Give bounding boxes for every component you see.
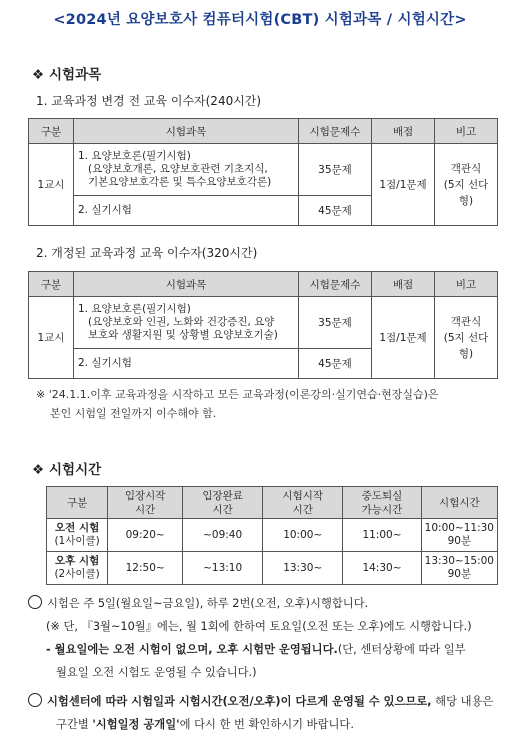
info-line-1: 시험은 주 5일(월요일~금요일), 하루 2번(오전, 오후)시행합니다. (28, 594, 498, 613)
practical-subject-cell: 2. 실기시험 (74, 196, 299, 226)
entry-start-cell: 12:50~ (108, 552, 183, 585)
practical-subject-cell: 2. 실기시험 (74, 349, 299, 379)
header-entry-end: 입장완료 시간 (183, 487, 263, 519)
remark-cell: 객관식 (5지 선다형) (435, 297, 498, 379)
page-title: <2024년 요양보호사 컴퓨터시험(CBT) 시험과목 / 시험시간> (53, 12, 467, 28)
subjects-heading: ❖ 시험과목 (32, 67, 102, 83)
curriculum-note: ※ '24.1.1.이후 교육과정을 시작하고 모든 교육과정(이론강의·실기연습·현장실습)은 본인 시험일 전일까지 이수해야 함. (36, 388, 439, 420)
remark-cell: 객관식 (5지 선다형) (435, 144, 498, 226)
time-heading: ❖ 시험시간 (32, 462, 102, 478)
diamond-bullet-icon: ❖ (32, 67, 45, 83)
early-leave-cell: 14:30~ (343, 552, 421, 585)
after-caption: 2. 개정된 교육과정 교육 이수자(320시간) (36, 246, 258, 260)
early-leave-cell: 11:00~ (343, 519, 421, 552)
info-line-6: 구간별 '시험일정 공개일'에 다시 한 번 확인하시기 바랍니다. (56, 718, 354, 731)
diamond-bullet-icon: ❖ (32, 462, 45, 478)
exam-time-cell: 13:30~15:00 90분 (421, 552, 497, 585)
practical-count-cell: 45문제 (299, 196, 372, 226)
header-category: 구분 (47, 487, 108, 519)
entry-start-cell: 09:20~ (108, 519, 183, 552)
exam-start-cell: 10:00~ (263, 519, 343, 552)
exam-time-table (46, 486, 498, 585)
header-exam-start: 시험시작 시간 (263, 487, 343, 519)
written-subject-cell: 1. 요양보호론(필기시험) (요양보호와 인권, 노화와 건강증진, 요양 보호와 생활지원 및 상황별 요양보호기술) (74, 297, 299, 349)
session-cell: 1교시 (29, 297, 74, 379)
table-row (47, 519, 498, 552)
header-score: 배점 (372, 272, 435, 297)
header-remark: 비고 (435, 119, 498, 144)
exam-start-cell: 13:30~ (263, 552, 343, 585)
header-entry-start: 입장시작 시간 (108, 487, 183, 519)
header-score: 배점 (372, 119, 435, 144)
row-name-cell: 오전 시험 (1사이클) (47, 519, 108, 552)
entry-end-cell: ~09:40 (183, 519, 263, 552)
info-line-2: (※ 단, 『3월~10월』에는, 월 1회에 한하여 토요일(오전 또는 오후)에도 시행합니다.) (46, 620, 472, 633)
subjects-table-before (28, 118, 498, 226)
header-subject: 시험과목 (74, 272, 299, 297)
table-row (47, 552, 498, 585)
session-cell: 1교시 (29, 144, 74, 226)
info-line-4: 월요일 오전 시험도 운영될 수 있습니다.) (56, 666, 257, 679)
row-name-cell: 오후 시험 (2사이클) (47, 552, 108, 585)
info-line-3: - 월요일에는 오전 시험이 없으며, 오후 시험만 운영됩니다.(단, 센터상황에 따라 일부 (46, 643, 466, 656)
header-category: 구분 (29, 119, 74, 144)
written-count-cell: 35문제 (299, 297, 372, 349)
header-early-leave: 중도퇴실 가능시간 (343, 487, 421, 519)
header-exam-time: 시험시간 (421, 487, 497, 519)
header-subject: 시험과목 (74, 119, 299, 144)
circle-bullet-icon (28, 693, 42, 707)
score-cell: 1점/1문제 (372, 297, 435, 379)
exam-time-cell: 10:00~11:30 90분 (421, 519, 497, 552)
subjects-table-after (28, 271, 498, 379)
schedule-info (28, 594, 498, 734)
entry-end-cell: ~13:10 (183, 552, 263, 585)
header-question-count: 시험문제수 (299, 119, 372, 144)
info-line-5: 시험센터에 따라 시험일과 시험시간(오전/오후)이 다르게 운영될 수 있으므로, 해당 내용은 (28, 692, 498, 711)
header-question-count: 시험문제수 (299, 272, 372, 297)
score-cell: 1점/1문제 (372, 144, 435, 226)
before-caption: 1. 교육과정 변경 전 교육 이수자(240시간) (36, 94, 262, 108)
practical-count-cell: 45문제 (299, 349, 372, 379)
circle-bullet-icon (28, 595, 42, 609)
written-subject-cell: 1. 요양보호론(필기시험) (요양보호개론, 요양보호관련 기초지식, 기본요양보호각론 및 특수요양보호각론) (74, 144, 299, 196)
header-remark: 비고 (435, 272, 498, 297)
written-count-cell: 35문제 (299, 144, 372, 196)
header-category: 구분 (29, 272, 74, 297)
